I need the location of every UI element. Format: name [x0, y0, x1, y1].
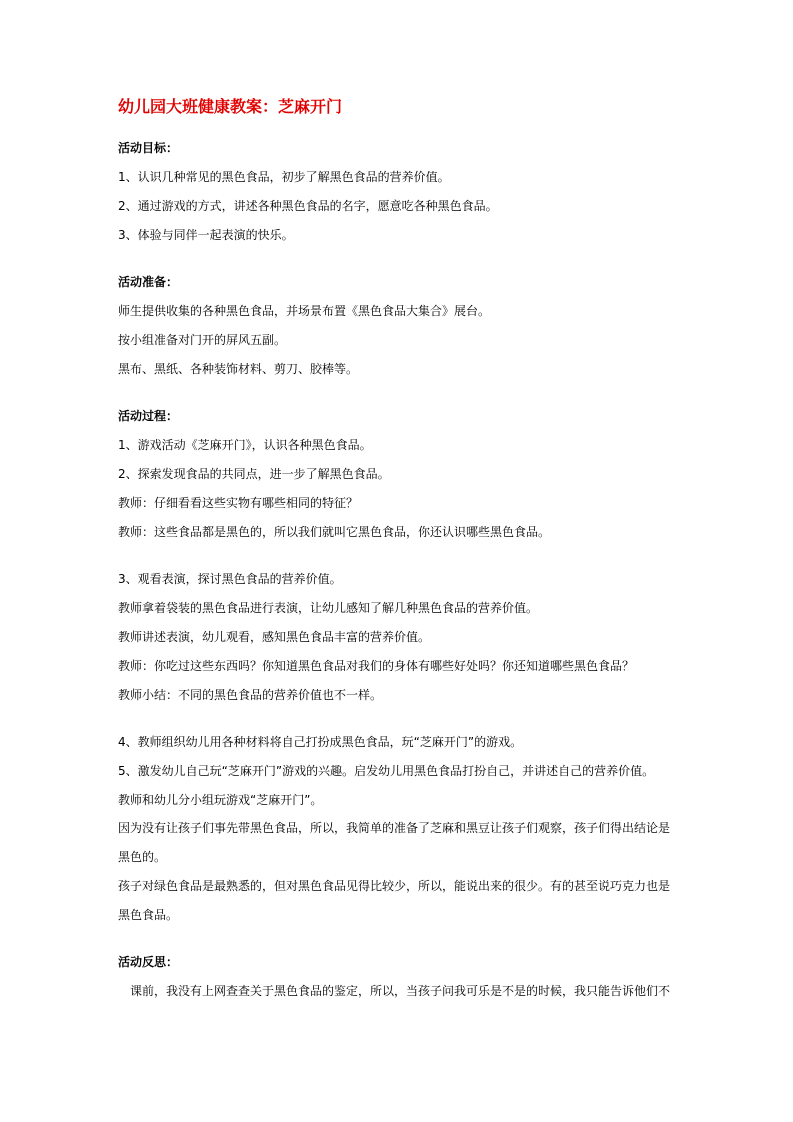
process-line: 5、激发幼儿自己玩“芝麻开门”游戏的兴趣。启发幼儿用黑色食品打扮自己，并讲述自己的营养价值。 — [118, 764, 655, 778]
goal-line: 1、认识几种常见的黑色食品，初步了解黑色食品的营养价值。 — [118, 170, 450, 184]
goal-line: 3、体验与同伴一起表演的快乐。 — [118, 228, 294, 242]
process-line: 教师拿着袋装的黑色食品进行表演，让幼儿感知了解几种黑色食品的营养价值。 — [118, 601, 539, 615]
section-goals — [118, 140, 678, 243]
prep-line: 按小组准备对门开的屏风五副。 — [118, 333, 287, 347]
prep-line: 师生提供收集的各种黑色食品，并场景布置《黑色食品大集合》展台。 — [118, 304, 491, 318]
section-reflection — [118, 954, 678, 999]
goal-line: 2、通过游戏的方式，讲述各种黑色食品的名字，愿意吃各种黑色食品。 — [118, 199, 498, 213]
document-title: 幼儿园大班健康教案：芝麻开门 — [118, 97, 343, 116]
process-line: 教师：仔细看看这些实物有哪些相同的特征？ — [118, 496, 359, 510]
section-heading-process: 活动过程： — [118, 409, 179, 423]
section-prep — [118, 274, 678, 377]
process-paragraph: 孩子对绿色食品是最熟悉的，但对黑色食品见得比较少，所以，能说出来的很少。有的甚至说巧克力也是黑色食品。 — [118, 879, 671, 922]
process-line: 4、教师组织幼儿用各种材料将自己打扮成黑色食品，玩“芝麻开门”的游戏。 — [118, 735, 523, 749]
process-line: 2、探索发现食品的共同点，进一步了解黑色食品。 — [118, 467, 390, 481]
process-line: 1、游戏活动《芝麻开门》，认识各种黑色食品。 — [118, 438, 372, 452]
document-page — [118, 96, 678, 999]
process-paragraph: 因为没有让孩子们事先带黑色食品，所以，我简单的准备了芝麻和黑豆让孩子们观察，孩子们得出结论是黑色的。 — [118, 821, 671, 864]
process-line: 教师和幼儿分小组玩游戏“芝麻开门”。 — [118, 793, 323, 807]
process-line: 教师：这些食品都是黑色的，所以我们就叫它黑色食品，你还认识哪些黑色食品。 — [118, 525, 551, 539]
process-line: 3、观看表演，探讨黑色食品的营养价值。 — [118, 572, 342, 586]
process-line: 教师小结：不同的黑色食品的营养价值也不一样。 — [118, 688, 383, 702]
prep-line: 黑布、黑纸、各种装饰材料、剪刀、胶棒等。 — [118, 362, 359, 376]
section-heading-reflection: 活动反思： — [118, 955, 179, 969]
reflection-paragraph: 课前，我没有上网查查关于黑色食品的鉴定，所以，当孩子问我可乐是不是的时候，我只能告诉他们不 — [130, 984, 671, 998]
process-line: 教师：你吃过这些东西吗？你知道黑色食品对我们的身体有哪些好处吗？你还知道哪些黑色食品？ — [118, 659, 635, 673]
process-line: 教师讲述表演，幼儿观看，感知黑色食品丰富的营养价值。 — [118, 630, 431, 644]
section-process — [118, 408, 678, 930]
section-heading-goals: 活动目标： — [118, 141, 179, 155]
section-heading-prep: 活动准备： — [118, 275, 179, 289]
